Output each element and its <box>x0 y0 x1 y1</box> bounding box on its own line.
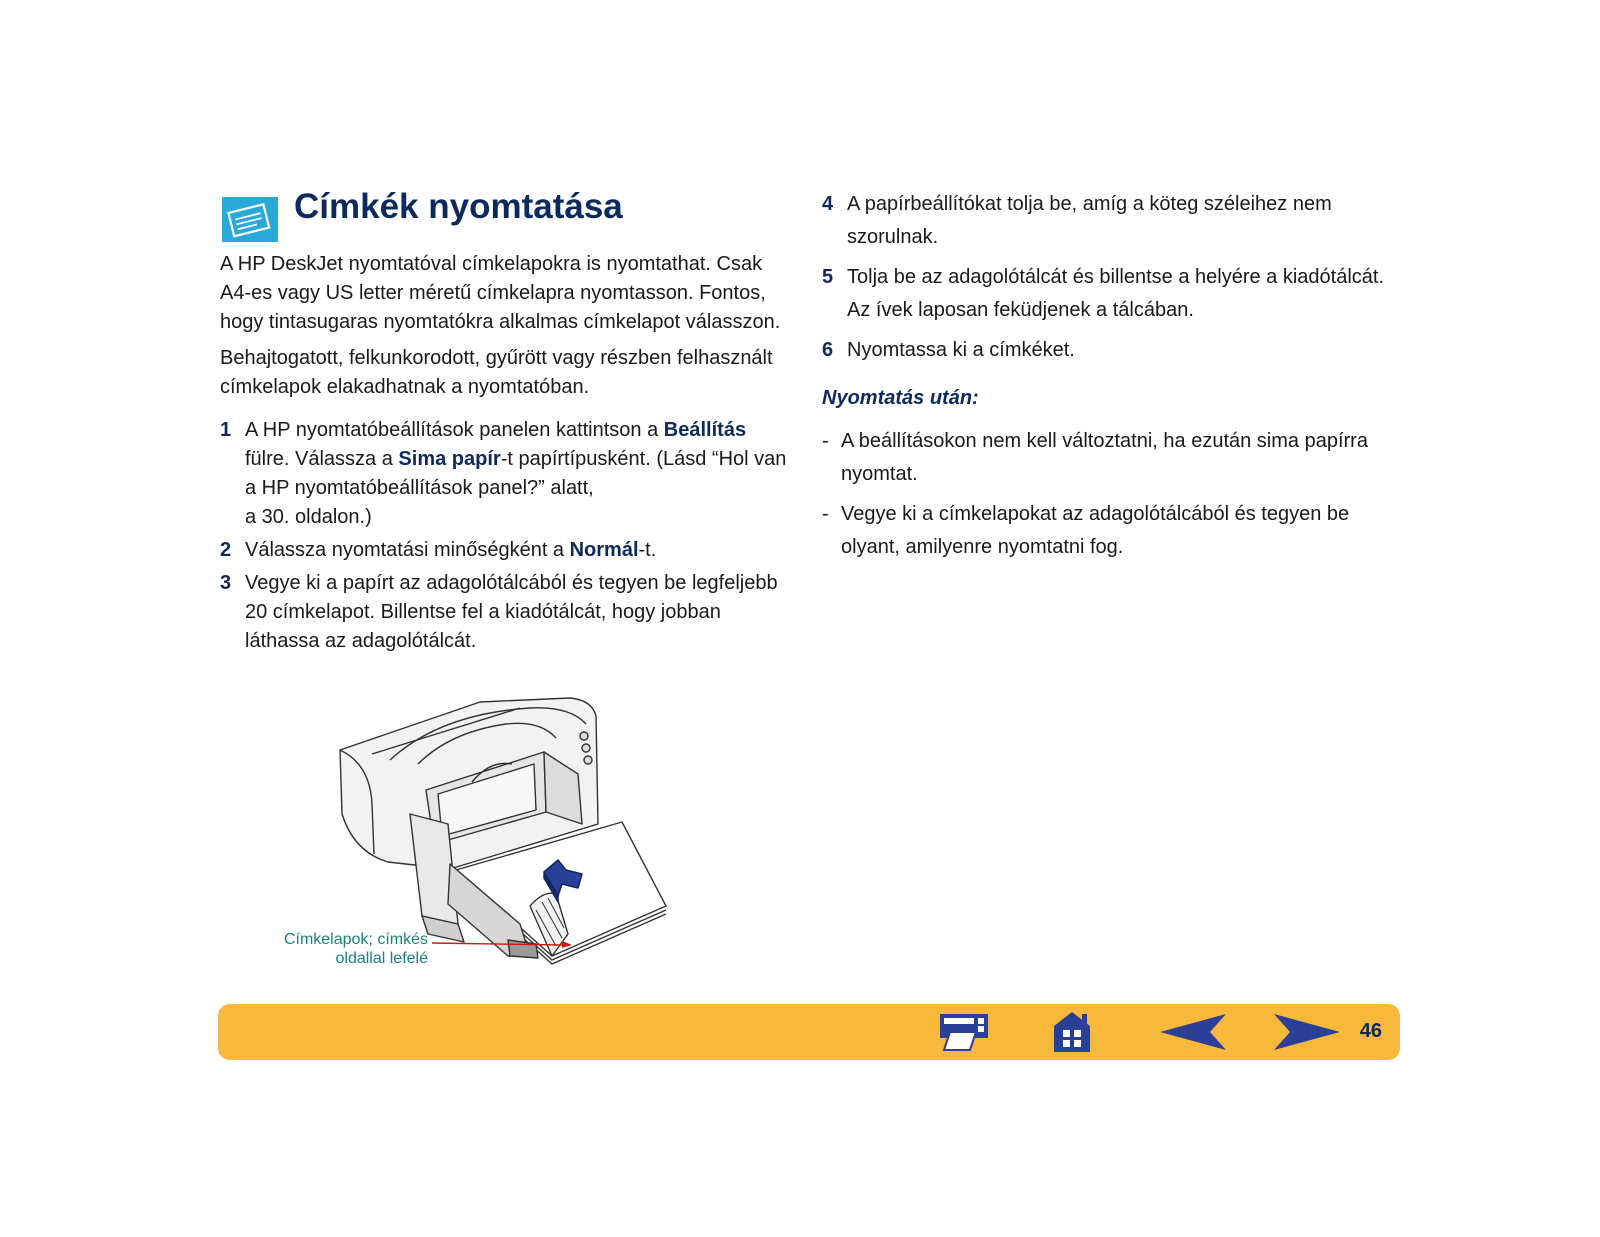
bullet-marker: - <box>822 503 829 525</box>
step-text: -t papírtípusként. (Lásd “Hol van a HP nyomtatóbeállítások panel?” alatt, <box>245 448 787 499</box>
step-4 <box>822 188 1402 254</box>
step-text: -t. <box>638 539 657 561</box>
step-number: 6 <box>822 339 834 361</box>
step-text: A HP nyomtatóbeállítások panelen kattintson a <box>245 419 664 441</box>
bullet-marker: - <box>822 430 829 452</box>
home-icon[interactable] <box>1050 1012 1094 1052</box>
step-text: Nyomtassa ki a címkéket. <box>847 339 1075 361</box>
page-number: 46 <box>1359 1020 1382 1042</box>
step-number: 1 <box>220 419 232 441</box>
callout-leader-line <box>432 938 572 950</box>
step-text: fülre. Válassza a <box>245 448 399 470</box>
step-text: A papírbeállítókat tolja be, amíg a köteg széleihez nem szorulnak. <box>847 193 1332 248</box>
step-number: 3 <box>220 572 232 594</box>
left-column <box>220 250 795 660</box>
bullet-text: Vegye ki a címkelapokat az adagolótálcából és tegyen be olyant, amilyenre nyomtatni fog. <box>841 503 1350 558</box>
bullet-text: A beállításokon nem kell változtatni, ha ezután sima papírra nyomtat. <box>841 430 1368 485</box>
step-number: 2 <box>220 539 232 561</box>
step-6 <box>822 334 1402 367</box>
plain-paper-option: Sima papír <box>398 448 501 470</box>
page-title: Címkék nyomtatása <box>294 187 623 226</box>
after-bullet <box>822 498 1402 564</box>
step-text: Válassza nyomtatási minőségként a <box>245 539 570 561</box>
callout-line-2: oldallal lefelé <box>335 950 428 967</box>
step-text: Vegye ki a papírt az adagolótálcából és tegyen be legfeljebb 20 címkelapot. Billentse fel a kiadótálcát, hogy jobban láthassa az adagolótálcát. <box>245 572 778 652</box>
after-printing-heading: Nyomtatás után: <box>822 387 979 409</box>
page-reference: a 30. oldalon.) <box>245 506 372 528</box>
step-1 <box>220 416 795 532</box>
settings-tab-name: Beállítás <box>663 419 747 441</box>
step-number: 4 <box>822 193 834 215</box>
navigation-bar <box>218 1004 1400 1060</box>
right-column <box>822 188 1402 571</box>
intro-paragraph: A HP DeskJet nyomtatóval címkelapokra is nyomtathat. Csak A4-es vagy US letter méretű címkelapra nyomtasson. Fontos, hogy tintasugaras nyomtatókra alkalmas címkelapot válasszon. <box>220 253 781 333</box>
next-arrow-icon[interactable] <box>1272 1012 1342 1052</box>
label-sheets-callout <box>240 930 428 968</box>
warning-paragraph: Behajtogatott, felkunkorodott, gyűrött vagy részben felhasznált címkelapok elakadhatnak a nyomtatóban. <box>220 347 773 398</box>
after-bullet <box>822 425 1402 491</box>
step-2 <box>220 536 795 565</box>
previous-arrow-icon[interactable] <box>1158 1012 1228 1052</box>
labels-section-icon <box>222 197 278 242</box>
step-5 <box>822 261 1402 327</box>
step-3 <box>220 569 795 656</box>
callout-line-1: Címkelapok; címkés <box>283 931 428 948</box>
print-icon[interactable] <box>936 1012 992 1052</box>
step-text: Tolja be az adagolótálcát és billentse a helyére a kiadótálcát. Az ívek laposan feküdjenek a tálcában. <box>847 266 1385 321</box>
normal-quality-option: Normál <box>569 539 639 561</box>
step-number: 5 <box>822 266 834 288</box>
